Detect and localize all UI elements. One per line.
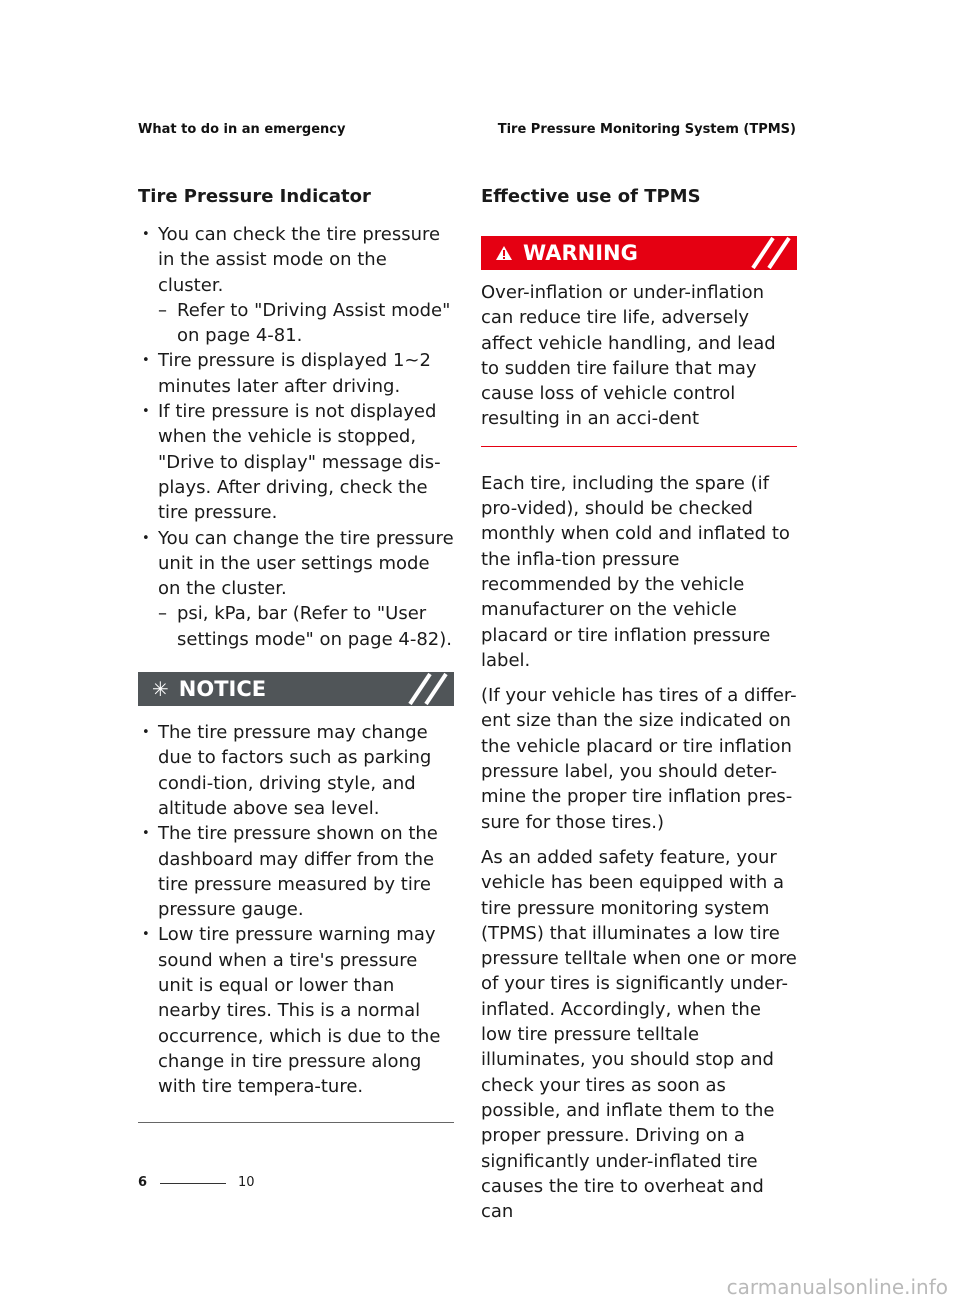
watermark: carmanualsonline.info — [726, 1275, 948, 1299]
chapter-number: 6 — [138, 1175, 148, 1190]
list-item-text: You can check the tire pressure in the assist mode on the cluster. — [158, 224, 441, 296]
warning-label: WARNING — [523, 241, 638, 265]
right-column — [481, 180, 797, 1234]
list-item: • The tire pressure may change due to factors such as parking condi-tion, driving style, and altitude above sea level. — [138, 720, 454, 821]
notice-end-divider — [138, 1122, 454, 1123]
section-heading-tire-pressure-indicator: Tire Pressure Indicator — [138, 186, 371, 207]
diagonal-stripes-icon — [749, 236, 793, 270]
list-item: • If tire pressure is not displayed when the vehicle is stopped, "Drive to display" message dis-plays. After driving, check the tire pressure. — [138, 399, 454, 525]
list-item: • Tire pressure is displayed 1~2 minutes later after driving. — [138, 348, 454, 399]
warning-text: Over-inflation or under-inflation can reduce tire life, adversely affect vehicle handling, and lead to sudden tire failure that may cause loss of vehicle control resulting in an acci-dent — [481, 282, 776, 430]
paragraph: Each tire, including the spare (if pro-vided), should be checked monthly when cold and inflated to the infla-tion pressure recommended by the vehicle manufacturer on the vehicle placard or tire inflation pressure label. — [481, 472, 790, 671]
notice-label: NOTICE — [178, 677, 267, 702]
snowflake-asterisk-icon: ✳ — [152, 677, 169, 702]
sub-list-item: – psi, kPa, bar (Refer to "User settings mode" on page 4-82). — [158, 601, 454, 652]
warning-banner — [481, 236, 797, 270]
footer-divider — [160, 1183, 226, 1184]
left-column — [138, 180, 454, 1123]
list-item: • The tire pressure shown on the dashboard may differ from the tire pressure measured by tire pressure gauge. — [138, 821, 454, 922]
header-page-topic: Tire Pressure Monitoring System (TPMS) — [497, 122, 796, 137]
list-item — [138, 526, 454, 652]
diagonal-stripes-icon — [406, 672, 450, 706]
warning-end-divider — [481, 446, 797, 447]
notice-list — [138, 720, 454, 1099]
page-number: 10 — [238, 1175, 255, 1190]
warning-triangle-icon — [495, 245, 513, 261]
tire-pressure-indicator-list — [138, 222, 454, 652]
sub-list — [158, 298, 454, 349]
paragraph: (If your vehicle has tires of a differ-ent size than the size indicated on the vehicle placard or tire inflation pressure label, you should deter-mine the proper tire inflation pres-sure for those tires.) — [481, 685, 797, 833]
list-item — [138, 222, 454, 348]
list-item-text: You can change the tire pressure unit in the user settings mode on the cluster. — [158, 527, 454, 600]
sub-list — [158, 601, 454, 652]
list-item: • Low tire pressure warning may sound when a tire's pressure unit is equal or lower than nearby tires. This is a normal occurrence, which is due to the change in tire pressure along with tire tempera-ture. — [138, 922, 454, 1099]
paragraph: As an added safety feature, your vehicle has been equipped with a tire pressure monitoring system (TPMS) that illuminates a low tire pressure telltale when one or more of your tires is significantly under-inflated. Accordingly, when the low tire pressure telltale illuminates, you should stop and check your tires as soon as possible, and inflate them to the proper pressure. Driving on a significantly under-inflated tire causes the tire to overheat and can — [481, 846, 797, 1223]
section-heading-effective-use: Effective use of TPMS — [481, 186, 701, 207]
sub-list-item: – Refer to "Driving Assist mode" on page 4-81. — [158, 298, 454, 349]
notice-banner — [138, 672, 454, 706]
header-section-title: What to do in an emergency — [138, 122, 346, 137]
